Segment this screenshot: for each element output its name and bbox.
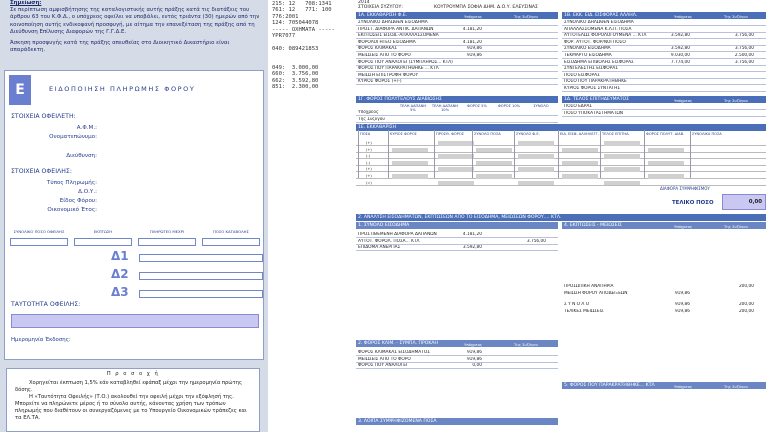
- value-spouse: 200,00: [738, 302, 754, 307]
- value-taxpayer: 919,86: [674, 302, 690, 307]
- section-2-1-header: 1. ΣΥΝΟΛΟ ΕΙΣΟΔΗΜΑ: [356, 222, 558, 229]
- shaded-cell: [604, 167, 640, 172]
- row-label: ΤΕΛΙΚΕΣ ΜΕΙΩΣΕΙΣ: [564, 309, 604, 314]
- row-label: ΜΕΙΩΣΕΙΣ ΑΠΟ ΤΟ ΦΟΡΟ: [358, 356, 411, 362]
- grid-line: [472, 130, 473, 178]
- table-row: [356, 350, 558, 356]
- row-label: Της Συζύγου: [358, 116, 385, 122]
- shaded-cell: [648, 174, 684, 179]
- value-spouse: 200,00: [738, 309, 754, 314]
- table-row: [562, 40, 766, 46]
- delta-1: Δ1: [111, 249, 129, 263]
- row-label: ΑΠΑΛΛΑΣΣΟΜΕΝΑ Κ.Λ.Π. ΠΟΣΑ: [564, 26, 632, 32]
- value-taxpayer: 919,86: [466, 356, 482, 362]
- table-row: [356, 110, 558, 116]
- row-label: ΦΟΡΟΛΟΓΗΤΕΟ ΕΙΣΟΔΗΜΑ: [358, 39, 416, 45]
- table-row: [562, 46, 766, 52]
- s5-col-header: ΠΡΟΣΘ. ΦΟΡΟΣ: [436, 132, 465, 136]
- s5-col-header: ΚΥΡΙΟΣ ΦΟΡΟΣ: [390, 132, 417, 136]
- spouse-value: ΚΟΥΤΡΟΥΜΠΑ ΣΟΦΙΑ ΔΗΜ. Δ.Ο.Υ. ΕΛΕΥΣΙΝΑΣ: [434, 5, 538, 10]
- receipt-line: 851: 2.300,00: [272, 84, 319, 91]
- s9-col-b: Της Συζύγου: [724, 384, 748, 389]
- discount-box: [74, 238, 132, 246]
- value-spouse: 2.500,00: [734, 53, 754, 58]
- section-1a-header: 1Α. ΕΚΚΑΘΑΡΙΣΗ Φ.Ε.: [356, 12, 558, 19]
- receipt-line: 215: 12 708:1341: [272, 1, 332, 7]
- row-label: ΦΟΡΟΣ ΠΟΥ ΑΝΑΛΟΓΕΙ (ΣΥΜΠΛΗΡΩΣ... ΚΤΛ): [358, 59, 453, 65]
- receipt-line: 761: 12 771: 100: [272, 7, 332, 14]
- s3-col-header: ΤΕΛΗ ΔΑΠΑΝΗ 10%: [431, 104, 459, 112]
- table-row: [356, 33, 558, 39]
- shaded-cell: [518, 154, 554, 159]
- value-taxpayer: 4.181,20: [462, 39, 482, 45]
- s5-col-header: ΣΥΝΟΛΟ Φ.Ε.: [516, 132, 540, 136]
- value-spouse: 3.756,00: [526, 238, 546, 244]
- value-taxpayer: 919,86: [674, 291, 690, 296]
- field-tax-type: Είδος Φόρου:: [59, 198, 97, 204]
- value-spouse: 3.756,00: [734, 33, 754, 39]
- row-label: ΦΟΡΟΣ ΚΛΙΜΑΚΑΣ ΕΙΣΟΔΗΜΑΤΟΣ: [358, 350, 430, 355]
- field-afm: Α.Φ.Μ.:: [76, 125, 97, 131]
- row-label: ΜΕΙΩΣΗ ΕΠΙΣΤΡΟΦΗ ΦΟΡΟΥ: [358, 72, 419, 78]
- table-row: [562, 33, 766, 39]
- notice-title: Π ρ ο σ ο χ ή: [106, 371, 160, 377]
- row-label: ΣΥΝΟΛΙΚΟ ΔΗΛΩΘΕΝ ΕΙΣΟΔΗΜΑ: [564, 20, 634, 25]
- table-row: [562, 20, 766, 26]
- total-debt-box: [10, 238, 68, 246]
- value-taxpayer: 0,00: [472, 363, 482, 369]
- row-label: ΠΟΣΟ ΠΟΥ ΠΑΡΑΚΡΑΤΗΘΗΚΕ: [564, 79, 627, 85]
- value-spouse: 3.756,00: [734, 46, 754, 52]
- payment-box: [202, 238, 260, 246]
- value-taxpayer: 919,86: [674, 309, 690, 314]
- grid-line: [690, 130, 691, 178]
- value-taxpayer: 9.030,00: [670, 53, 690, 58]
- table-row: [356, 27, 558, 33]
- s1-col-b: Της Συζύγου: [514, 14, 538, 19]
- row-sign: (+): [366, 167, 372, 172]
- s5-col-header: ΦΟΡΟΣ ΠΟΛΥΤ. ΔΙΑΒ.: [646, 132, 685, 136]
- table-row: [356, 66, 558, 72]
- receipt-line: 124: 705044078: [272, 20, 319, 27]
- table-row: [356, 60, 558, 66]
- shaded-cell: [392, 161, 428, 166]
- row-label: Υπόχρεος: [358, 110, 379, 115]
- field-name: Ονοματεπώνυμο:: [49, 134, 97, 140]
- debt-id-label: ΤΑΥΤΟΤΗΤΑ ΟΦΕΙΛΗΣ:: [11, 301, 81, 308]
- notice-discount: Χορηγείται έκπτωση 1,5% εάν καταβληθεί εφάπαξ μέχρι την ημερομηνία πρώτης δόσης.: [15, 380, 243, 393]
- form-title: ΕΙΔΟΠΟΙΗΣΗ ΠΛΗΡΩΜΗΣ ΦΟΡΟΥ: [49, 85, 196, 93]
- spouse-label: ΣΤΟΙΧΕΙΑ ΣΥΖΥΓΟΥ:: [358, 5, 403, 10]
- table-row: [562, 302, 766, 308]
- field-year: Οικονομικό Έτος:: [47, 207, 97, 213]
- value-taxpayer: 919,86: [466, 46, 482, 52]
- s2-col-a: Υπόχρεος: [674, 14, 693, 19]
- shaded-cell: [518, 167, 554, 172]
- tax-assessment-document: [354, 0, 768, 432]
- issue-date-label: Ημερομηνία Έκδοσης:: [11, 337, 71, 343]
- debt-header: ΣΤΟΙΧΕΙΑ ΟΦΕΙΛΗΣ:: [11, 168, 72, 175]
- row-label: ΜΕΙΩΣΗ ΦΟΡΟΥ ΑΠΟΔΕΙΞΕΩΝ: [564, 291, 628, 296]
- value-spouse: 200,00: [738, 284, 754, 289]
- s3-col-header: ΤΕΛΗ ΔΑΠΑΝΗ 5%: [399, 104, 427, 112]
- table-row: [356, 232, 558, 238]
- col-payable-until: ΠΛΗΡΩΤΕΟ ΜΕΧΡΙ: [149, 229, 185, 234]
- final-amount-value: 0,00: [722, 194, 766, 210]
- shaded-cell: [476, 148, 512, 153]
- col-total-debt: ΣΥΝΟΛΙΚΟ ΠΟΣΟ ΟΦΕΙΛΗΣ: [13, 229, 65, 234]
- shaded-cell: [438, 167, 474, 172]
- shaded-cell: [562, 161, 598, 166]
- value-taxpayer: 3.592,80: [670, 33, 690, 39]
- shaded-cell: [518, 141, 554, 146]
- table-row: [356, 40, 558, 46]
- grid-line: [514, 130, 515, 178]
- row-sign: (=): [366, 180, 372, 185]
- receipt-line: YPR7077: [272, 32, 296, 39]
- shaded-cell: [604, 141, 640, 146]
- s4-col-b: Της Συζύγου: [724, 98, 748, 103]
- table-row: [562, 66, 766, 72]
- row-label: ΣΥΝΟΛΙΚΟ ΕΙΣΟΔΗΜΑ: [564, 46, 611, 52]
- shaded-cell: [518, 181, 554, 186]
- s6b-col-a: Υπόχρεος: [674, 224, 693, 229]
- s5-col-header: ΕΙΔ. ΕΙΣΦ. ΑΛΛΗΛΕΓΓ.: [560, 132, 599, 136]
- table-row: [562, 309, 766, 315]
- section-2-4-header: 4. ΕΚΠΤΩΣΕΙΣ - ΜΕΙΩΣΕΙΣ: [562, 222, 766, 229]
- col-discount: ΕΚΠΤΩΣΗ: [93, 229, 113, 234]
- table-row: [356, 79, 558, 85]
- section-2-5-header: 5. ΦΟΡΟΣ ΠΟΥ ΠΑΡΑΚΡΑΤΗΘΗΚΕ... ΚΤΛ: [562, 382, 766, 389]
- shaded-cell: [648, 161, 684, 166]
- notice-box: [6, 368, 260, 432]
- table-row: [562, 86, 766, 92]
- shaded-cell: [562, 174, 598, 179]
- row-label: ΜΕΙΩΣΕΙΣ ΑΠΟ ΤΟ ΦΟΡΟ: [358, 53, 411, 58]
- table-row: [356, 363, 558, 369]
- installment-1-box: [139, 254, 263, 262]
- table-row: [356, 153, 766, 159]
- table-row: [356, 117, 558, 123]
- table-row: [562, 291, 766, 297]
- row-label: Σ Υ Ν Ο Λ Ο: [564, 302, 590, 307]
- section-2-header: 2. ΑΝΑΛΥΣΗ ΕΙΣΟΔΗΜΑΤΩΝ, ΕΚΠΤΩΣΕΩΝ ΑΠΟ ΤΟ ΕΙΣΟΔΗΜΑ, ΜΕΙΩΣΕΩΝ ΦΟΡΟΥ.... ΚΤΛ.: [356, 214, 766, 221]
- row-label: ΦΟΡ. ΑΥΤΟΤ. ΦΟΡ/ΝΟΙ ΠΟΣΟ: [564, 39, 626, 45]
- debtor-header: ΣΤΟΙΧΕΙΑ ΟΦΕΙΛΕΤΗ:: [11, 113, 76, 120]
- payment-form: [4, 70, 264, 360]
- value-spouse: 3.756,00: [734, 59, 754, 65]
- value-taxpayer: 919,86: [466, 53, 482, 58]
- row-label: ΚΥΡΙΟΣ ΦΟΡΟΣ ΣΥΝΤΑΓΗΣ: [564, 86, 621, 91]
- s4-col-a: Υπόχρεος: [674, 98, 693, 103]
- diff-label: ΔΙΑΦΟΡΑ ΣΥΜΨΗΦΙΣΜΟΥ: [660, 186, 710, 191]
- grid-line: [558, 130, 559, 178]
- row-sign: (+): [366, 147, 372, 152]
- debt-id-box: [11, 314, 259, 328]
- year: 2014: [358, 0, 370, 5]
- grid-line: [358, 130, 359, 178]
- table-row: [356, 239, 558, 245]
- receipt-line: 660: 3.756,00: [272, 71, 319, 78]
- top-strip: [354, 0, 768, 10]
- delta-2: Δ2: [111, 267, 129, 281]
- e-logo-icon: Ε: [9, 75, 31, 105]
- table-row: [356, 357, 558, 363]
- shaded-cell: [562, 148, 598, 153]
- row-label: ΚΥΡΙΟΣ ΦΟΡΟΣ (+/-): [358, 79, 402, 85]
- table-row: [562, 284, 766, 290]
- s9-col-a: Υπόχρεος: [674, 384, 693, 389]
- s3-col-header: ΦΟΡΟΣ 5%: [467, 104, 487, 108]
- shaded-cell: [392, 174, 428, 179]
- table-row: [356, 245, 558, 251]
- grid-line: [600, 130, 601, 178]
- table-row: [562, 73, 766, 79]
- final-amount-label: ΤΕΛΙΚΟ ΠΟΣΟ: [672, 200, 714, 206]
- shaded-cell: [476, 174, 512, 179]
- appeal-note: Σημείωση: Σε περίπτωση αμφισβήτησης της καταλογιστικής αυτής πράξης κατά τις διατάξεις του άρθρου 63 του Κ.Φ.Δ., ο υπόχρεος οφείλει να υποβάλει, εντός τριάντα (30) ημερών από την κοινοποίηση αυτής ενδικοφανή προσφυγή, με αίτημα την επανεξέταση της πράξης από τη Διεύθυνση Επίλυσης Διαφορών της Γ.Γ.Δ.Ε. Άσκηση προσφυγής κατά της πράξης απευθείας στο Διοικητικό Δικαστήριο είναι απαράδεκτη.: [10, 0, 260, 54]
- value-taxpayer: 4.181,20: [462, 26, 482, 32]
- row-label: ΣΥΝΟΛΙΚΟ ΔΗΛΩΘΕΝ ΕΙΣΟΔΗΜΑ: [358, 20, 428, 25]
- field-address: Διεύθυνση:: [66, 153, 97, 159]
- shaded-cell: [604, 181, 640, 186]
- receipt-line: 049: 3.000,00: [272, 64, 319, 71]
- row-label: ΦΟΡΟΣ ΠΟΥ ΠΑΡΑΚΡΑΤΗΘΗΚΕ ... ΚΤΛ: [358, 66, 439, 72]
- row-label: ΕΙΣΟΔΗΜΑ ΕΠΙΒΟΛΗΣ ΕΙΣΦΟΡΑΣ: [564, 59, 634, 65]
- section-1b-header: 1Β. ΕΚΚ. ΕΙΔ. ΕΙΣΦΟΡΑΣ ΑΛΛΗΛ.: [562, 12, 766, 19]
- s2-col-b: Της Συζύγου: [724, 14, 748, 19]
- shaded-cell: [438, 154, 474, 159]
- row-sign: (+): [366, 174, 372, 178]
- receipt-line: ----- ΟΧΗΜΑΤΑ -----: [272, 26, 335, 33]
- receipt-line: 662: 3.592,80: [272, 77, 319, 84]
- table-row: [356, 73, 558, 79]
- value-taxpayer: 7.774,00: [670, 59, 690, 65]
- col-payment-amount: ΠΟΣΟ ΚΑΤΑΒΟΛΗΣ: [213, 229, 249, 234]
- s5-col-header: ΠΟΣΑ: [360, 132, 371, 136]
- field-doy: Δ.Ο.Υ.:: [78, 189, 97, 195]
- section-2-2-header: 2. ΦΟΡΟΣ ΚΛΙΜ. - ΣΥΜΠΛ. ΠΡΟΚΑΗ: [356, 340, 558, 347]
- row-sign: (+): [366, 141, 372, 145]
- row-sign: (-): [366, 160, 371, 165]
- row-label: ΕΚΠΤΩΣΕΙΣ ΕΙΣΟΔ.-ΑΠΑΛΛΑΣΣΟΜΕΝΑ: [358, 33, 439, 39]
- shaded-cell: [392, 148, 428, 153]
- table-row: [562, 111, 766, 117]
- row-label: ΦΟΡΟΣ ΚΛΙΜΑΚΑΣ: [358, 46, 397, 52]
- row-label: ΠΟΣΟ ΕΙΣΦΟΡΑΣ: [564, 72, 600, 78]
- table-row: [562, 60, 766, 66]
- field-payment-type: Τύπος Πληρωμής:: [46, 180, 97, 186]
- table-row: [356, 140, 766, 146]
- notice-debt-id: Η «Ταυτότητα Οφειλής» (Τ.Ο.) ακολουθεί την οφειλή μέχρι την εξόφλησή της. Μπορείτε να πληρώνετε μέρος ή το σύνολο αυτής, κάνοντας χρήση των τρόπων πληρωμής που διαθέτουν οι συνεργαζόμενες με το Υπουργείο Οικονομικών τράπεζες και τα ΕΛ.ΤΑ.: [15, 394, 247, 421]
- table-row: [562, 79, 766, 85]
- row-label: ΦΟΡΟΣ ΠΟΥ ΑΝΑΛΟΓΕΙ: [358, 363, 408, 369]
- section-2-3-header: 3. ΛΟΙΠΑ ΣΥΜΨΗΦΙΖΟΜΕΝΑ ΠΟΣΑ: [356, 418, 558, 425]
- row-label: ΤΕΚΜΑΡΤΟ ΕΙΣΟΔΗΜΑ: [564, 53, 612, 58]
- section-1c-header: 1Γ. ΦΟΡΟΣ ΠΟΛΥΤΕΛΟΥΣ ΔΙΑΒΙΩΣΗΣ: [356, 96, 558, 103]
- s3-col-header: ΦΟΡΟΣ 10%: [497, 104, 521, 108]
- row-label: ΠΡΟΣΩΠΙΚΗ ΑΝΑΠΗΡΙΑ: [564, 284, 614, 289]
- s5-col-header: ΤΕΛΟΣ ΕΠΙΤΗΔ.: [602, 132, 630, 136]
- grid-line: [644, 130, 645, 178]
- receipt-line: 040: 089421853: [272, 45, 319, 52]
- table-row: [562, 104, 766, 110]
- installment-2-box: [139, 272, 263, 280]
- delta-3: Δ3: [111, 285, 129, 299]
- table-row: [356, 166, 766, 172]
- row-label: ΕΠΙΔΟΜΑ ΑΝΕΡΓΙΑΣ: [358, 245, 401, 251]
- value-taxpayer: 3.592,80: [670, 46, 690, 52]
- table-row: [562, 27, 766, 33]
- row-label: ΠΡΟΣΤΙΘΕΜΕΝΗ ΔΙΑΦΟΡΑ ΔΑΠΑΝΩΝ: [358, 232, 437, 237]
- shaded-cell: [648, 148, 684, 153]
- s7-col-a: Υπόχρεος: [464, 342, 483, 347]
- grid-line: [388, 130, 389, 178]
- s5-col-header: ΣΥΝΟΛΟ ΠΟΣΑ: [474, 132, 501, 136]
- table-row: [356, 180, 766, 186]
- table-row: [356, 20, 558, 26]
- grid-line: [434, 130, 435, 178]
- section-1d-header: 1Δ. ΤΕΛΟΣ ΕΠΙΤΗΔΕΥΜΑΤΟΣ: [562, 96, 766, 103]
- s1-col-a: Υπόχρεος: [464, 14, 483, 19]
- row-label: ΑΥΤΟΤ. ΦΟΡΟΛ. ΠΟΣΑ... ΚΤΛ: [358, 238, 420, 244]
- s3-col-header: ΣΥΝΟΛΟ: [533, 104, 549, 108]
- row-label: ΠΡΟΣΤ. ΔΙΑΦΟΡΑ ΑΝΤΙΚ. ΔΑΠΑΝΩΝ: [358, 26, 434, 32]
- shaded-cell: [438, 141, 474, 146]
- receipt-codes: [268, 0, 354, 432]
- table-row: [356, 53, 558, 59]
- value-taxpayer: 919,86: [466, 350, 482, 355]
- row-label: ΑΥΤΟΤΕΛΩΣ ΦΟΡΟΛΟΓΟΥΜΕΝΑ ... ΚΤΛ: [564, 33, 647, 39]
- payable-box: [138, 238, 196, 246]
- table-row: [562, 53, 766, 59]
- row-sign: (-): [366, 154, 371, 159]
- value-taxpayer: 3.592,80: [462, 245, 482, 251]
- s7-col-b: Της Συζύγου: [514, 342, 538, 347]
- installment-3-box: [139, 290, 263, 298]
- s5-col-header: ΣΥΝΟΛΙΚΑ ΠΟΣΑ: [692, 132, 722, 136]
- section-1e-header: 1Ε. ΕΚΚΑΘΑΡΙΣΗ: [356, 124, 766, 131]
- s6b-col-b: Της Συζύγου: [724, 224, 748, 229]
- row-label: ΠΟΣΟ ΥΠΟΚΑΤΑΣΤΗΜΑΤΩΝ: [564, 110, 623, 116]
- receipt-line: 776:2001: [272, 13, 299, 20]
- row-label: ΠΟΣΟ ΕΔΡΑΣ: [564, 104, 592, 109]
- row-label: ΣΥΝΤΕΛΕΣΤΗΣ ΕΙΣΦΟΡΑΣ: [564, 66, 618, 72]
- value-taxpayer: 4.181,20: [462, 232, 482, 237]
- shaded-cell: [438, 181, 474, 186]
- payment-notice-panel: [0, 0, 268, 432]
- table-row: [356, 46, 558, 52]
- shaded-cell: [604, 154, 640, 159]
- shaded-cell: [476, 161, 512, 166]
